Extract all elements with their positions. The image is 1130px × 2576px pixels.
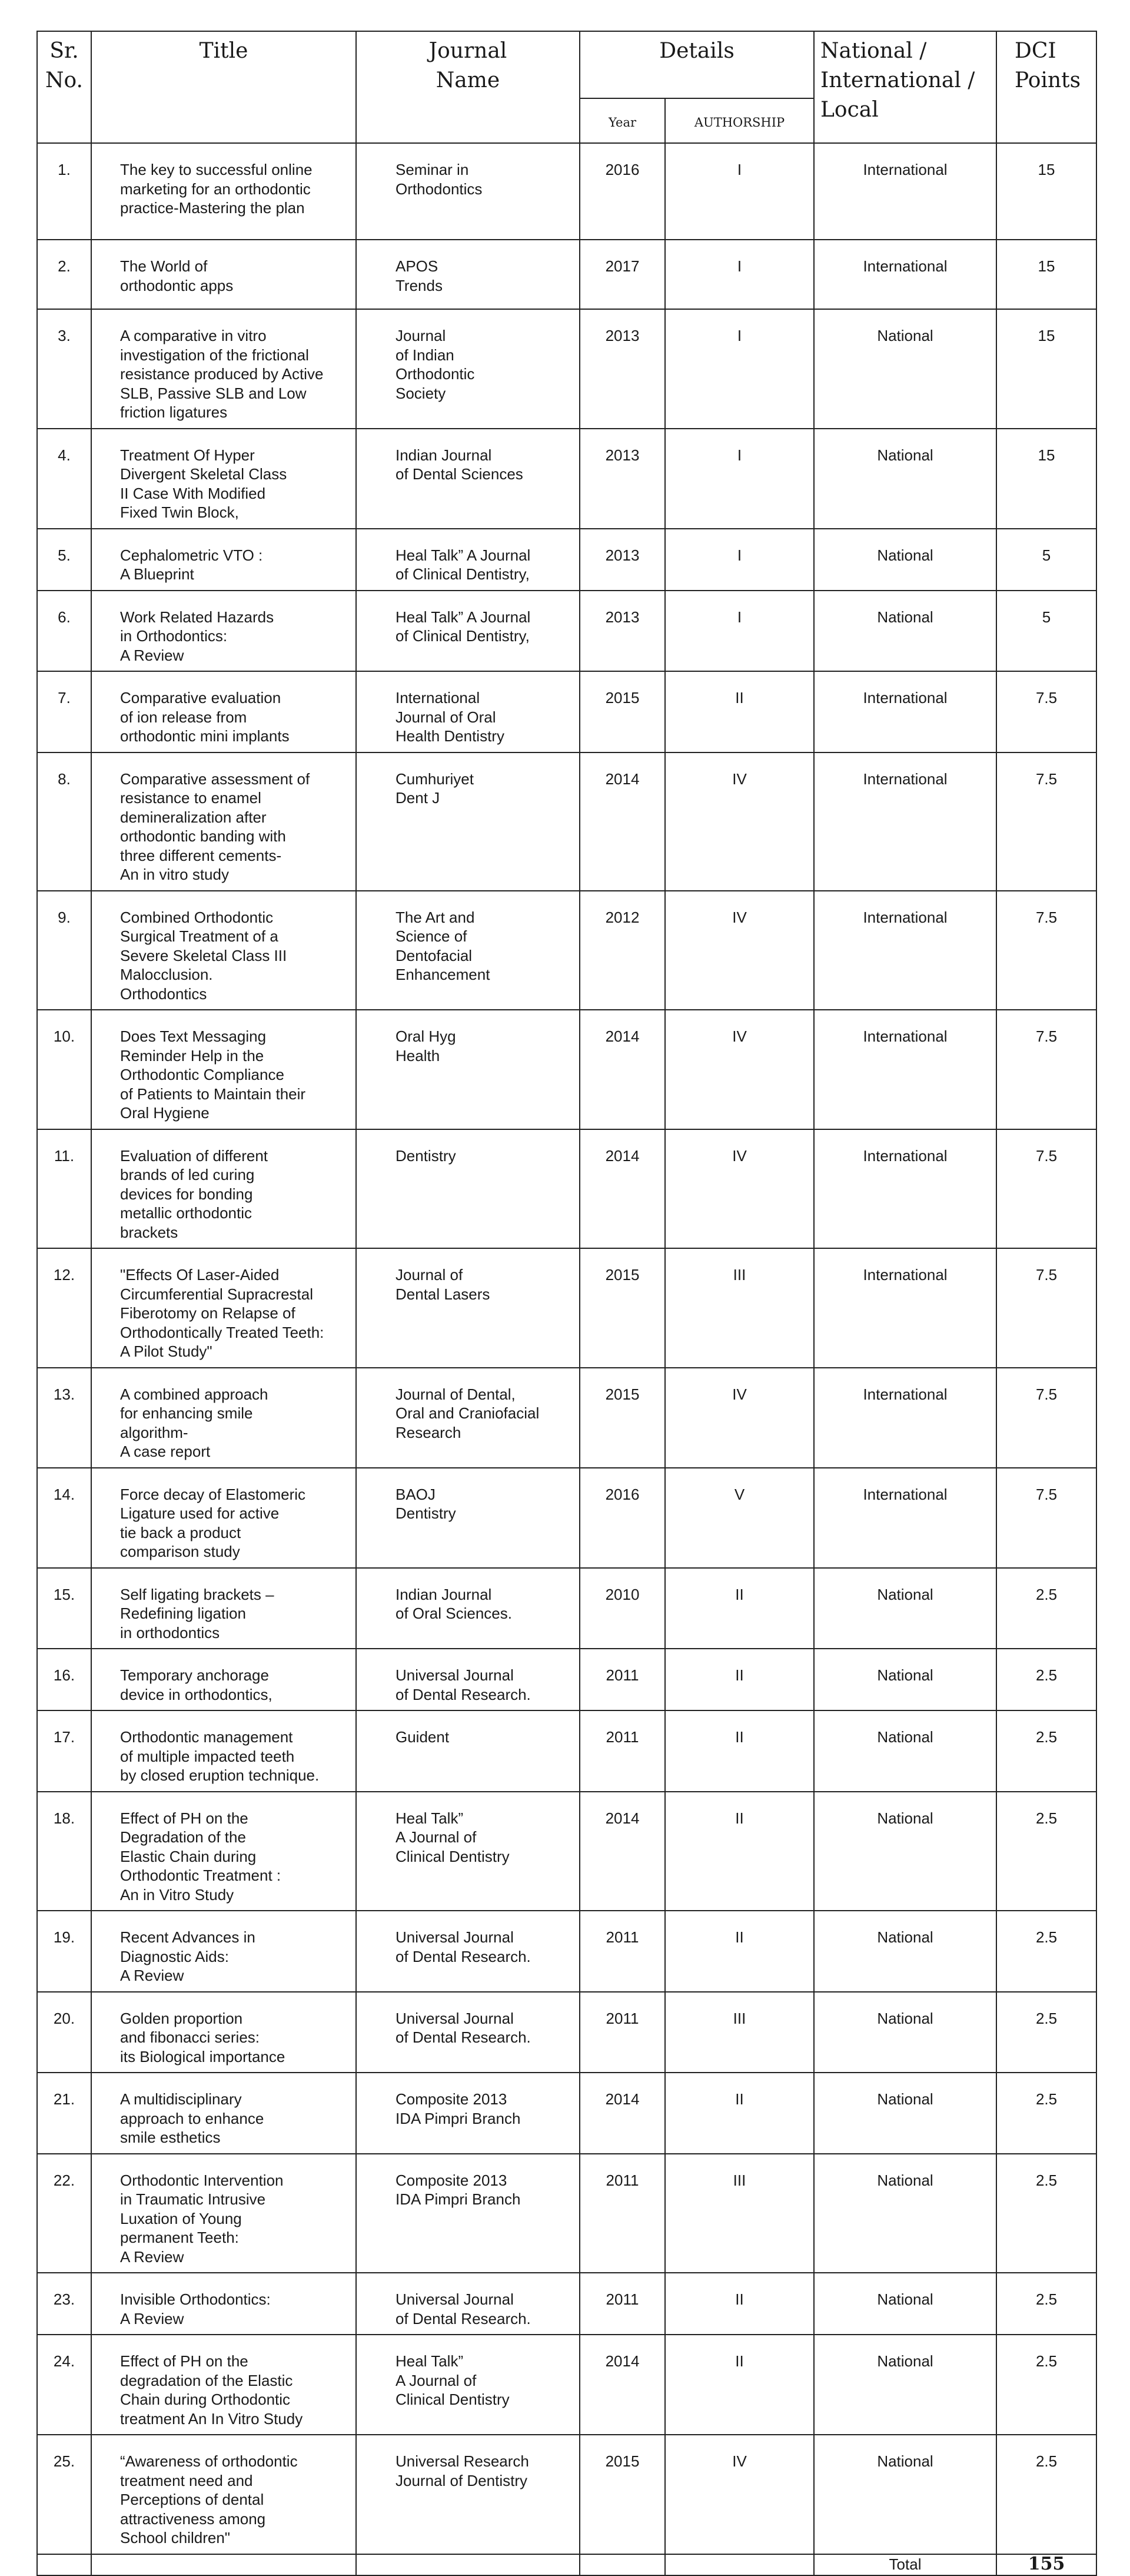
row-authorship: I bbox=[665, 240, 814, 309]
row-scope: National bbox=[814, 591, 996, 672]
table-row bbox=[37, 1992, 1096, 2073]
row-scope: National bbox=[814, 309, 996, 429]
table-row bbox=[37, 1468, 1096, 1568]
row-title: Self ligating brackets – Redefining ligation in orthodontics bbox=[91, 1568, 356, 1649]
row-journal: Heal Talk” A Journal of Clinical Dentistry, bbox=[356, 591, 580, 672]
row-title: Golden proportion and fibonacci series: its Biological importance bbox=[91, 1992, 356, 2073]
row-dci-points: 2.5 bbox=[996, 2073, 1096, 2154]
row-journal: APOS Trends bbox=[356, 240, 580, 309]
table-row bbox=[37, 1010, 1096, 1129]
row-dci-points: 2.5 bbox=[996, 1911, 1096, 1992]
table-row bbox=[37, 891, 1096, 1010]
row-title: Temporary anchorage device in orthodontics, bbox=[91, 1649, 356, 1710]
row-authorship: II bbox=[665, 1792, 814, 1911]
row-year: 2015 bbox=[580, 671, 665, 752]
row-title: A multidisciplinary approach to enhance smile esthetics bbox=[91, 2073, 356, 2154]
row-journal: Journal of Dental, Oral and Craniofacial Research bbox=[356, 1368, 580, 1468]
row-journal: Universal Journal of Dental Research. bbox=[356, 2273, 580, 2335]
row-authorship: IV bbox=[665, 1368, 814, 1468]
row-scope: International bbox=[814, 143, 996, 240]
total-value: 155 bbox=[996, 2554, 1096, 2575]
row-authorship: I bbox=[665, 309, 814, 429]
row-title: Invisible Orthodontics: A Review bbox=[91, 2273, 356, 2335]
table-row bbox=[37, 2073, 1096, 2154]
row-title: The World of orthodontic apps bbox=[91, 240, 356, 309]
row-authorship: II bbox=[665, 2273, 814, 2335]
row-title: Does Text Messaging Reminder Help in the Orthodontic Compliance of Patients to Maintain their Oral Hygiene bbox=[91, 1010, 356, 1129]
row-sr-no: 6. bbox=[37, 591, 91, 672]
row-journal: International Journal of Oral Health Dentistry bbox=[356, 671, 580, 752]
row-scope: International bbox=[814, 1468, 996, 1568]
row-dci-points: 7.5 bbox=[996, 891, 1096, 1010]
total-empty-cell bbox=[37, 2554, 91, 2575]
row-dci-points: 2.5 bbox=[996, 2273, 1096, 2335]
row-journal: Universal Journal of Dental Research. bbox=[356, 1911, 580, 1992]
row-year: 2011 bbox=[580, 1710, 665, 1792]
row-title: The key to successful online marketing for an orthodontic practice-Mastering the plan bbox=[91, 143, 356, 240]
row-scope: National bbox=[814, 1710, 996, 1792]
row-sr-no: 3. bbox=[37, 309, 91, 429]
table-header bbox=[37, 31, 1096, 143]
row-sr-no: 23. bbox=[37, 2273, 91, 2335]
table-row bbox=[37, 429, 1096, 529]
row-scope: National bbox=[814, 1992, 996, 2073]
row-year: 2014 bbox=[580, 752, 665, 891]
row-scope: International bbox=[814, 671, 996, 752]
row-dci-points: 7.5 bbox=[996, 671, 1096, 752]
row-dci-points: 2.5 bbox=[996, 1710, 1096, 1792]
row-sr-no: 12. bbox=[37, 1248, 91, 1368]
total-empty-cell bbox=[665, 2554, 814, 2575]
row-sr-no: 8. bbox=[37, 752, 91, 891]
row-scope: National bbox=[814, 2435, 996, 2554]
row-title: Comparative assessment of resistance to enamel demineralization after orthodontic banding with three different cements- An in vitro study bbox=[91, 752, 356, 891]
table-row bbox=[37, 1649, 1096, 1710]
row-dci-points: 15 bbox=[996, 240, 1096, 309]
row-scope: International bbox=[814, 240, 996, 309]
total-empty-cell bbox=[580, 2554, 665, 2575]
row-year: 2013 bbox=[580, 591, 665, 672]
row-journal: Cumhuriyet Dent J bbox=[356, 752, 580, 891]
row-journal: Composite 2013 IDA Pimpri Branch bbox=[356, 2154, 580, 2273]
row-title: Cephalometric VTO : A Blueprint bbox=[91, 529, 356, 591]
row-scope: International bbox=[814, 1368, 996, 1468]
row-scope: National bbox=[814, 1792, 996, 1911]
row-year: 2011 bbox=[580, 1649, 665, 1710]
row-sr-no: 24. bbox=[37, 2335, 91, 2435]
row-authorship: V bbox=[665, 1468, 814, 1568]
row-scope: National bbox=[814, 529, 996, 591]
row-authorship: I bbox=[665, 429, 814, 529]
row-journal: Indian Journal of Oral Sciences. bbox=[356, 1568, 580, 1649]
row-dci-points: 7.5 bbox=[996, 1368, 1096, 1468]
row-title: Force decay of Elastomeric Ligature used for active tie back a product comparison study bbox=[91, 1468, 356, 1568]
table-row bbox=[37, 591, 1096, 672]
table-row bbox=[37, 1792, 1096, 1911]
row-dci-points: 2.5 bbox=[996, 2435, 1096, 2554]
row-authorship: II bbox=[665, 1911, 814, 1992]
row-journal: Composite 2013 IDA Pimpri Branch bbox=[356, 2073, 580, 2154]
row-scope: National bbox=[814, 1649, 996, 1710]
row-authorship: III bbox=[665, 2154, 814, 2273]
total-label: Total bbox=[814, 2554, 996, 2575]
row-journal: Oral Hyg Health bbox=[356, 1010, 580, 1129]
row-authorship: II bbox=[665, 2073, 814, 2154]
row-title: Orthodontic management of multiple impacted teeth by closed eruption technique. bbox=[91, 1710, 356, 1792]
row-year: 2014 bbox=[580, 1792, 665, 1911]
header-year: Year bbox=[580, 98, 665, 143]
table-row bbox=[37, 2435, 1096, 2554]
row-year: 2011 bbox=[580, 1992, 665, 2073]
row-dci-points: 15 bbox=[996, 143, 1096, 240]
row-authorship: I bbox=[665, 591, 814, 672]
row-scope: National bbox=[814, 2073, 996, 2154]
row-authorship: II bbox=[665, 1568, 814, 1649]
row-journal: Universal Journal of Dental Research. bbox=[356, 1992, 580, 2073]
total-empty-cell bbox=[356, 2554, 580, 2575]
row-dci-points: 2.5 bbox=[996, 1568, 1096, 1649]
table-row bbox=[37, 240, 1096, 309]
row-title: Evaluation of different brands of led curing devices for bonding metallic orthodontic brackets bbox=[91, 1129, 356, 1249]
row-authorship: III bbox=[665, 1992, 814, 2073]
row-year: 2014 bbox=[580, 2073, 665, 2154]
row-scope: International bbox=[814, 1248, 996, 1368]
row-authorship: III bbox=[665, 1248, 814, 1368]
row-sr-no: 1. bbox=[37, 143, 91, 240]
row-dci-points: 2.5 bbox=[996, 2335, 1096, 2435]
row-dci-points: 15 bbox=[996, 309, 1096, 429]
row-sr-no: 18. bbox=[37, 1792, 91, 1911]
header-title: Title bbox=[91, 31, 356, 143]
row-authorship: II bbox=[665, 671, 814, 752]
header-dci-points: DCI Points bbox=[996, 31, 1096, 143]
row-scope: National bbox=[814, 2335, 996, 2435]
row-sr-no: 4. bbox=[37, 429, 91, 529]
row-sr-no: 14. bbox=[37, 1468, 91, 1568]
row-sr-no: 22. bbox=[37, 2154, 91, 2273]
row-sr-no: 20. bbox=[37, 1992, 91, 2073]
row-sr-no: 11. bbox=[37, 1129, 91, 1249]
table-row bbox=[37, 143, 1096, 240]
row-dci-points: 2.5 bbox=[996, 2154, 1096, 2273]
row-journal: Seminar in Orthodontics bbox=[356, 143, 580, 240]
row-year: 2016 bbox=[580, 143, 665, 240]
row-dci-points: 7.5 bbox=[996, 752, 1096, 891]
row-year: 2015 bbox=[580, 1368, 665, 1468]
table-row bbox=[37, 529, 1096, 591]
row-scope: National bbox=[814, 1568, 996, 1649]
row-title: Orthodontic Intervention in Traumatic Intrusive Luxation of Young permanent Teeth: A Review bbox=[91, 2154, 356, 2273]
row-year: 2013 bbox=[580, 529, 665, 591]
row-scope: International bbox=[814, 891, 996, 1010]
row-journal: Dentistry bbox=[356, 1129, 580, 1249]
row-dci-points: 15 bbox=[996, 429, 1096, 529]
row-sr-no: 10. bbox=[37, 1010, 91, 1129]
row-journal: Universal Journal of Dental Research. bbox=[356, 1649, 580, 1710]
row-scope: National bbox=[814, 1911, 996, 1992]
row-scope: International bbox=[814, 1010, 996, 1129]
row-year: 2012 bbox=[580, 891, 665, 1010]
row-journal: Journal of Indian Orthodontic Society bbox=[356, 309, 580, 429]
publications-table bbox=[36, 31, 1097, 2576]
row-sr-no: 15. bbox=[37, 1568, 91, 1649]
row-sr-no: 25. bbox=[37, 2435, 91, 2554]
table-body bbox=[37, 143, 1096, 2554]
row-authorship: IV bbox=[665, 1010, 814, 1129]
row-journal: The Art and Science of Dentofacial Enhancement bbox=[356, 891, 580, 1010]
row-year: 2015 bbox=[580, 2435, 665, 2554]
row-year: 2015 bbox=[580, 1248, 665, 1368]
row-year: 2011 bbox=[580, 2273, 665, 2335]
row-year: 2014 bbox=[580, 1010, 665, 1129]
row-authorship: IV bbox=[665, 1129, 814, 1249]
row-title: Treatment Of Hyper Divergent Skeletal Class II Case With Modified Fixed Twin Block, bbox=[91, 429, 356, 529]
row-dci-points: 2.5 bbox=[996, 1992, 1096, 2073]
table-row bbox=[37, 2273, 1096, 2335]
header-details: Details bbox=[580, 31, 814, 98]
table-row bbox=[37, 1248, 1096, 1368]
row-sr-no: 13. bbox=[37, 1368, 91, 1468]
row-scope: International bbox=[814, 752, 996, 891]
row-year: 2011 bbox=[580, 1911, 665, 1992]
row-authorship: IV bbox=[665, 752, 814, 891]
row-authorship: II bbox=[665, 2335, 814, 2435]
row-authorship: IV bbox=[665, 2435, 814, 2554]
header-authorship: AUTHORSHIP bbox=[665, 98, 814, 143]
row-authorship: II bbox=[665, 1649, 814, 1710]
row-dci-points: 7.5 bbox=[996, 1010, 1096, 1129]
row-journal: Indian Journal of Dental Sciences bbox=[356, 429, 580, 529]
row-sr-no: 2. bbox=[37, 240, 91, 309]
table-row bbox=[37, 2335, 1096, 2435]
row-title: "Effects Of Laser-Aided Circumferential Supracrestal Fiberotomy on Relapse of Orthodontically Treated Teeth: A Pilot Study" bbox=[91, 1248, 356, 1368]
table-row bbox=[37, 671, 1096, 752]
row-title: Effect of PH on the Degradation of the Elastic Chain during Orthodontic Treatment : An in Vitro Study bbox=[91, 1792, 356, 1911]
row-journal: Universal Research Journal of Dentistry bbox=[356, 2435, 580, 2554]
publications-page bbox=[36, 31, 1096, 2576]
row-title: A combined approach for enhancing smile algorithm- A case report bbox=[91, 1368, 356, 1468]
row-dci-points: 7.5 bbox=[996, 1248, 1096, 1368]
table-row bbox=[37, 2154, 1096, 2273]
table-row bbox=[37, 1129, 1096, 1249]
row-dci-points: 5 bbox=[996, 529, 1096, 591]
row-dci-points: 7.5 bbox=[996, 1468, 1096, 1568]
row-authorship: IV bbox=[665, 891, 814, 1010]
row-dci-points: 7.5 bbox=[996, 1129, 1096, 1249]
row-year: 2013 bbox=[580, 429, 665, 529]
row-dci-points: 5 bbox=[996, 591, 1096, 672]
row-year: 2014 bbox=[580, 2335, 665, 2435]
row-sr-no: 9. bbox=[37, 891, 91, 1010]
row-journal: Heal Talk” A Journal of Clinical Dentistry bbox=[356, 1792, 580, 1911]
table-row bbox=[37, 752, 1096, 891]
row-year: 2010 bbox=[580, 1568, 665, 1649]
row-title: “Awareness of orthodontic treatment need and Perceptions of dental attractiveness among School children" bbox=[91, 2435, 356, 2554]
row-journal: Heal Talk” A Journal of Clinical Dentistry, bbox=[356, 529, 580, 591]
row-journal: Heal Talk” A Journal of Clinical Dentistry bbox=[356, 2335, 580, 2435]
row-year: 2017 bbox=[580, 240, 665, 309]
row-authorship: II bbox=[665, 1710, 814, 1792]
row-title: Combined Orthodontic Surgical Treatment of a Severe Skeletal Class III Malocclusion. Orthodontics bbox=[91, 891, 356, 1010]
row-title: Work Related Hazards in Orthodontics: A Review bbox=[91, 591, 356, 672]
total-row bbox=[37, 2554, 1096, 2575]
table-row bbox=[37, 1368, 1096, 1468]
row-sr-no: 16. bbox=[37, 1649, 91, 1710]
row-authorship: I bbox=[665, 143, 814, 240]
header-sr-no: Sr. No. bbox=[37, 31, 91, 143]
row-year: 2014 bbox=[580, 1129, 665, 1249]
table-row bbox=[37, 309, 1096, 429]
row-scope: National bbox=[814, 429, 996, 529]
row-title: Comparative evaluation of ion release from orthodontic mini implants bbox=[91, 671, 356, 752]
row-scope: International bbox=[814, 1129, 996, 1249]
row-scope: National bbox=[814, 2273, 996, 2335]
row-sr-no: 21. bbox=[37, 2073, 91, 2154]
row-sr-no: 19. bbox=[37, 1911, 91, 1992]
row-authorship: I bbox=[665, 529, 814, 591]
row-dci-points: 2.5 bbox=[996, 1649, 1096, 1710]
total-empty-cell bbox=[91, 2554, 356, 2575]
row-sr-no: 5. bbox=[37, 529, 91, 591]
row-journal: BAOJ Dentistry bbox=[356, 1468, 580, 1568]
table-row bbox=[37, 1710, 1096, 1792]
row-sr-no: 17. bbox=[37, 1710, 91, 1792]
row-year: 2016 bbox=[580, 1468, 665, 1568]
row-title: A comparative in vitro investigation of the frictional resistance produced by Active SLB, Passive SLB and Low friction ligatures bbox=[91, 309, 356, 429]
table-row bbox=[37, 1568, 1096, 1649]
row-title: Effect of PH on the degradation of the Elastic Chain during Orthodontic treatment An In Vitro Study bbox=[91, 2335, 356, 2435]
row-year: 2013 bbox=[580, 309, 665, 429]
table-row bbox=[37, 1911, 1096, 1992]
header-journal-name: Journal Name bbox=[356, 31, 580, 143]
row-journal: Guident bbox=[356, 1710, 580, 1792]
row-dci-points: 2.5 bbox=[996, 1792, 1096, 1911]
row-title: Recent Advances in Diagnostic Aids: A Review bbox=[91, 1911, 356, 1992]
row-scope: National bbox=[814, 2154, 996, 2273]
row-journal: Journal of Dental Lasers bbox=[356, 1248, 580, 1368]
row-sr-no: 7. bbox=[37, 671, 91, 752]
header-national-international-local: National / International / Local bbox=[814, 31, 996, 143]
row-year: 2011 bbox=[580, 2154, 665, 2273]
